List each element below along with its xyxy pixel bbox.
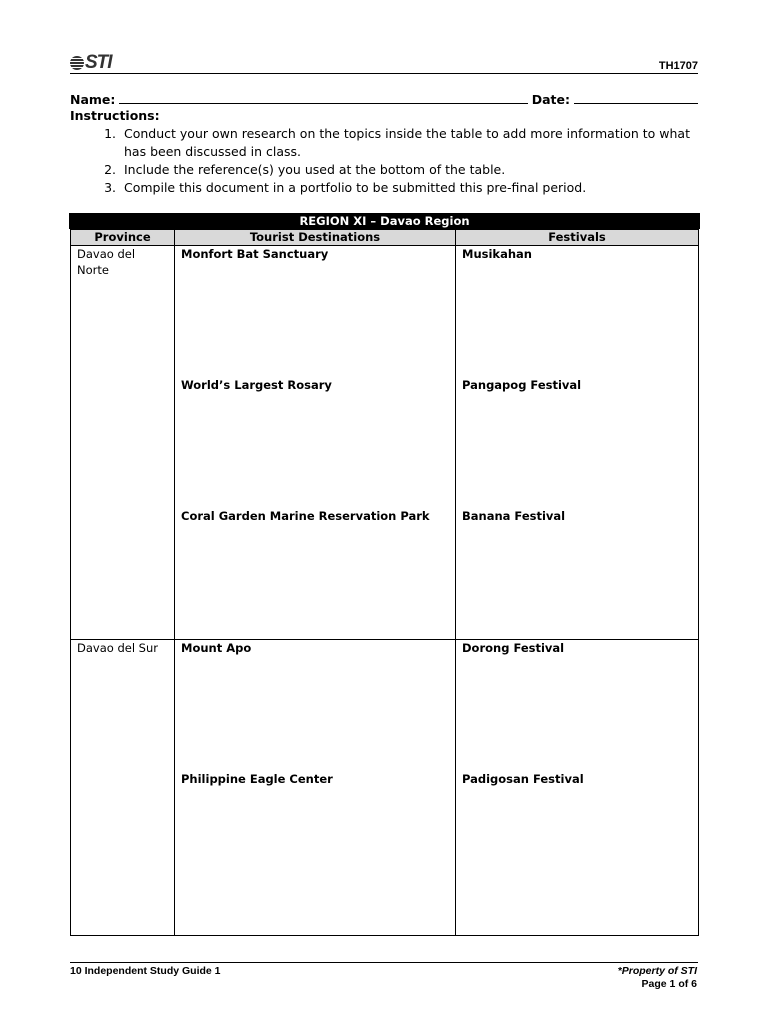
column-header: Tourist Destinations bbox=[175, 230, 456, 246]
festival-item: Banana Festival bbox=[462, 509, 566, 523]
name-label: Name: bbox=[70, 92, 116, 107]
region-title: REGION XI – Davao Region bbox=[69, 213, 700, 229]
instruction-item: 2. Include the reference(s) you used at the bottom of the table. bbox=[104, 162, 506, 177]
region-table bbox=[69, 213, 700, 936]
table-row bbox=[71, 246, 699, 640]
globe-icon bbox=[70, 56, 84, 70]
festival-item: Musikahan bbox=[462, 247, 532, 261]
destination-item: Monfort Bat Sanctuary bbox=[181, 247, 329, 261]
instructions-title: Instructions: bbox=[70, 108, 160, 123]
destination-item: World’s Largest Rosary bbox=[181, 378, 332, 392]
footer-title: 10 Independent Study Guide 1 bbox=[70, 965, 221, 977]
table-header-row bbox=[71, 230, 699, 246]
sti-logo bbox=[70, 52, 112, 74]
festivals-cell bbox=[456, 640, 699, 936]
festival-item: Padigosan Festival bbox=[462, 772, 584, 786]
festivals-cell bbox=[456, 246, 699, 640]
name-field[interactable] bbox=[119, 91, 527, 104]
destinations-cell bbox=[175, 640, 456, 936]
name-date-line bbox=[70, 91, 698, 107]
province-cell: Davao del Sur bbox=[71, 640, 175, 936]
page-number: Page 1 of 6 bbox=[641, 978, 697, 990]
destination-item: Mount Apo bbox=[181, 641, 252, 655]
destination-item: Philippine Eagle Center bbox=[181, 772, 333, 786]
table-row bbox=[71, 640, 699, 936]
column-header: Festivals bbox=[456, 230, 699, 246]
date-field[interactable] bbox=[574, 91, 698, 104]
festival-item: Pangapog Festival bbox=[462, 378, 582, 392]
instruction-item: 1. Conduct your own research on the topics inside the table to add more information to what has been discussed in class. bbox=[104, 126, 690, 159]
footer-right bbox=[618, 965, 697, 991]
province-cell: Davao del Norte bbox=[71, 246, 175, 640]
document-code: TH1707 bbox=[658, 60, 698, 72]
header-rule bbox=[70, 73, 698, 74]
destinations-cell bbox=[175, 246, 456, 640]
tourism-table bbox=[70, 229, 699, 936]
property-note: *Property of STI bbox=[617, 965, 697, 977]
festival-item: Dorong Festival bbox=[462, 641, 565, 655]
footer-rule bbox=[70, 962, 698, 963]
instructions-list bbox=[70, 125, 698, 197]
destination-item: Coral Garden Marine Reservation Park bbox=[181, 509, 430, 523]
column-header: Province bbox=[71, 230, 175, 246]
instruction-item: 3. Compile this document in a portfolio to be submitted this pre-final period. bbox=[104, 180, 587, 195]
date-label: Date: bbox=[531, 92, 570, 107]
logo-text: STI bbox=[85, 52, 112, 73]
